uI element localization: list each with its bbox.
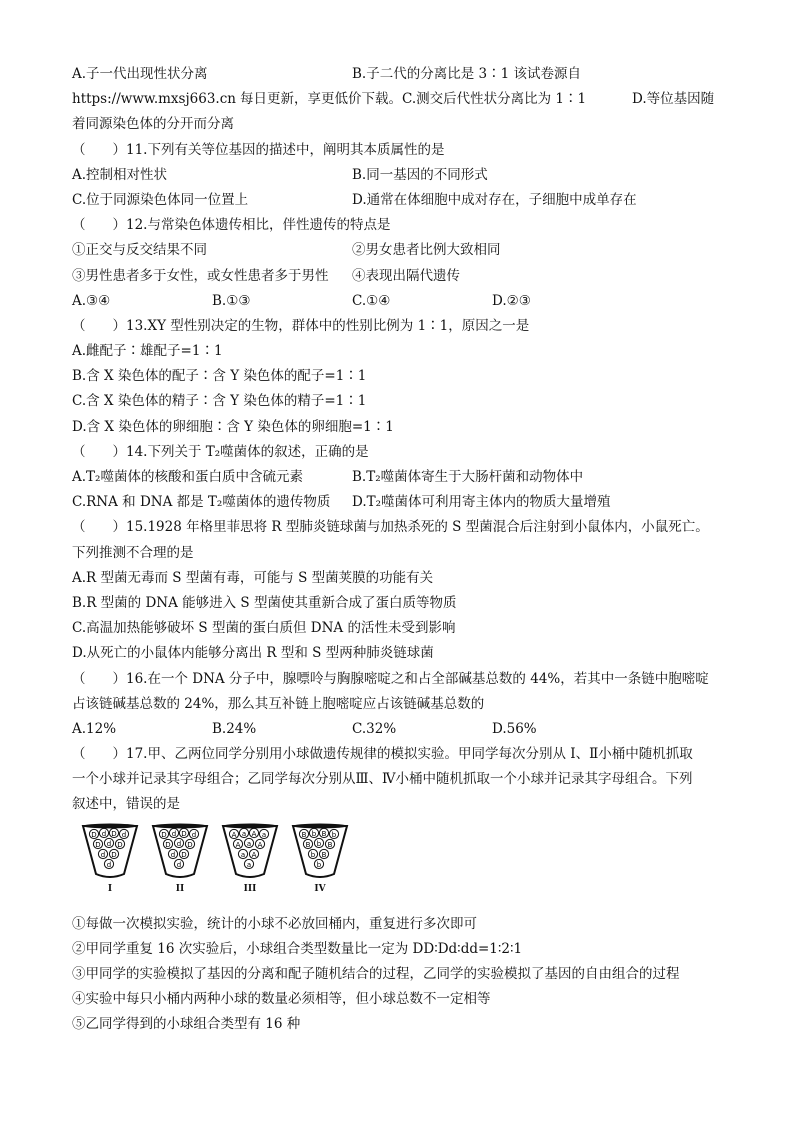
ball-letter: A <box>257 840 263 849</box>
ball-letter: A <box>251 829 257 838</box>
bucket-4-drawing <box>290 822 350 884</box>
q14-option-b: B.T₂噬菌体寄生于大肠杆菌和动物体中 <box>352 469 584 485</box>
ball-letter: D <box>95 840 101 849</box>
bucket-3 <box>220 822 280 900</box>
q17-item-4: ④实验中每只小桶内两种小球的数量必须相等，但小球总数不一定相等 <box>72 991 491 1008</box>
q13-option-c: C.含 X 染色体的精子∶含 Y 染色体的精子=1∶1 <box>72 393 367 410</box>
ball-letter: a <box>261 830 267 839</box>
bucket-3-drawing <box>220 822 280 884</box>
q12-item-1: ①正交与反交结果不同 <box>72 242 207 259</box>
ball-letter: d <box>106 860 112 869</box>
ball-letter: d <box>176 839 182 848</box>
q13-option-b: B.含 X 染色体的配子∶含 Y 染色体的配子=1∶1 <box>72 368 367 385</box>
ball-letter: a <box>240 850 246 859</box>
q12-options <box>72 289 732 314</box>
q11-option-a: A.控制相对性状 <box>72 166 168 183</box>
q17-stem-3: 叙述中，错误的是 <box>72 796 180 813</box>
ball-letter: D <box>161 830 167 839</box>
ball-letter: d <box>171 829 177 838</box>
q16-stem-2: 占该链碱基总数的 24%，那么其互补链上胞嘧啶应占该链碱基总数的 <box>72 695 485 712</box>
ball-letter: a <box>246 839 252 848</box>
q12-items-34 <box>72 264 732 289</box>
bucket-1-label: I <box>107 883 113 894</box>
ball-letter: d <box>170 850 176 859</box>
q10-options-ab <box>72 62 732 87</box>
ball-letter: b <box>316 839 322 848</box>
q11-option-b: B.同一基因的不同形式 <box>352 166 488 183</box>
ball-letter: D <box>181 829 187 838</box>
q13-stem: （ ）13.XY 型性别决定的生物，群体中的性别比例为 1∶1，原因之一是 <box>72 317 530 334</box>
q12-item-3: ③男性患者多于女性，或女性患者多于男性 <box>72 267 329 284</box>
q11-stem: （ ）11.下列有关等位基因的描述中，阐明其本质属性的是 <box>72 141 445 158</box>
q14-options-ab <box>72 465 732 490</box>
q12-items-12 <box>72 238 732 263</box>
ball-letter: D <box>187 840 193 849</box>
q14-option-a: A.T₂噬菌体的核酸和蛋白质中含硫元素 <box>72 469 303 485</box>
q15-option-b: B.R 型菌的 DNA 能够进入 S 型菌使其重新合成了蛋白质等物质 <box>72 594 457 611</box>
q10-option-c: 每日更新，享更低价下载。C.测交后代性状分离比为 1∶1 <box>240 91 587 108</box>
ball-letter: d <box>191 830 197 839</box>
ball-letter: b <box>311 829 317 838</box>
q12-option-c: C.①④ <box>352 292 391 309</box>
ball-letter: A <box>251 850 257 859</box>
ball-letter: d <box>121 830 127 839</box>
q15-stem-2: 下列推测不合理的是 <box>72 544 194 561</box>
q17-item-1: ①每做一次模拟实验，统计的小球不必放回桶内，重复进行多次即可 <box>72 915 477 932</box>
q17-item-3: ③甲同学的实验模拟了基因的分离和配子随机结合的过程，乙同学的实验模拟了基因的自由组合的过程 <box>72 966 680 982</box>
q15-option-c: C.高温加热能够破坏 S 型菌的蛋白质但 DNA 的活性未受到影响 <box>72 620 456 637</box>
ball-letter: B <box>301 830 307 839</box>
q11-option-c: C.位于同源染色体同一位置上 <box>72 191 249 208</box>
q10-option-d: D.等位基因随 <box>632 91 715 108</box>
q10-option-d-cont: 着同源染色体的分开而分离 <box>72 116 234 133</box>
q16-option-a: A.12% <box>72 720 117 737</box>
ball-letter: B <box>305 840 311 849</box>
q12-option-d: D.②③ <box>492 292 531 309</box>
bucket-rim <box>153 823 207 828</box>
bucket-1-drawing <box>80 822 140 884</box>
q12-option-b: B.①③ <box>212 292 251 309</box>
q17-stem-1: （ ）17.甲、乙两位同学分别用小球做遗传规律的模拟实验。甲同学每次分别从 Ⅰ、Ⅱ小桶中随机抓取 <box>72 746 693 763</box>
q14-option-c: C.RNA 和 DNA 都是 T₂噬菌体的遗传物质 <box>72 494 331 511</box>
bucket-2-drawing <box>150 822 210 884</box>
ball-letter: A <box>235 840 241 849</box>
exam-page <box>72 62 732 1038</box>
q17-stem-2: 一个小球并记录其字母组合；乙同学每次分别从Ⅲ、Ⅳ小桶中随机抓取一个小球并记录其字母组合。下列 <box>72 771 693 788</box>
ball-letter: D <box>111 850 117 859</box>
q12-option-a: A.③④ <box>72 292 111 309</box>
q17-item-2: ②甲同学重复 16 次实验后，小球组合类型数量比一定为 DD∶Dd∶dd=1∶2∶1 <box>72 940 523 957</box>
bucket-4-label: IV <box>314 883 326 894</box>
bucket-rim <box>293 823 347 828</box>
ball-letter: b <box>331 830 337 839</box>
ball-letter: B <box>321 850 327 859</box>
ball-letter: B <box>321 829 327 838</box>
q16-options <box>72 717 732 742</box>
ball-letter: b <box>316 860 322 869</box>
q12-stem: （ ）12.与常染色体遗传相比，伴性遗传的特点是 <box>72 217 391 234</box>
q16-option-d: D.56% <box>492 720 537 737</box>
ball-letter: a <box>246 860 252 869</box>
bucket-1 <box>80 822 140 900</box>
q11-options-ab <box>72 163 732 188</box>
ball-letter: d <box>106 839 112 848</box>
ball-letter: d <box>176 860 182 869</box>
q16-stem-1: （ ）16.在一个 DNA 分子中，腺嘌呤与胸腺嘧啶之和占全部碱基总数的 44%，若其中一条链中胞嘧啶 <box>72 670 709 687</box>
q15-stem-1: （ ）15.1928 年格里菲思将 R 型肺炎链球菌与加热杀死的 S 型菌混合后注射到小鼠体内，小鼠死亡。 <box>72 519 709 536</box>
ball-letter: D <box>181 850 187 859</box>
bucket-4 <box>290 822 350 900</box>
bucket-2 <box>150 822 210 900</box>
q10-option-b: B.子二代的分离比是 3∶1 该试卷源自 <box>352 66 581 82</box>
q14-options-cd <box>72 490 732 515</box>
q15-option-d: D.从死亡的小鼠体内能够分离出 R 型和 S 型两种肺炎链球菌 <box>72 645 434 662</box>
q11-options-cd <box>72 188 732 213</box>
ball-letter: b <box>310 850 316 859</box>
q11-option-d: D.通常在体细胞中成对存在，子细胞中成单存在 <box>352 191 637 208</box>
q12-item-4: ④表现出隔代遗传 <box>352 267 460 284</box>
q10-options-cd <box>72 87 732 112</box>
ball-letter: D <box>117 840 123 849</box>
bucket-rim <box>223 823 277 828</box>
ball-letter: D <box>91 830 97 839</box>
q12-item-2: ②男女患者比例大致相同 <box>352 242 501 259</box>
q16-option-b: B.24% <box>212 720 257 737</box>
ball-letter: B <box>327 840 333 849</box>
ball-letter: d <box>100 850 106 859</box>
q14-stem: （ ）14.下列关于 T₂噬菌体的叙述，正确的是 <box>72 443 369 460</box>
q10-option-a: A.子一代出现性状分离 <box>72 66 208 82</box>
q15-option-a: A.R 型菌无毒而 S 型菌有毒，可能与 S 型菌荚膜的功能有关 <box>72 569 434 586</box>
bucket-2-label: II <box>175 883 185 894</box>
q13-option-d: D.含 X 染色体的卵细胞∶含 Y 染色体的卵细胞=1∶1 <box>72 418 394 435</box>
ball-letter: D <box>111 829 117 838</box>
bucket-rim <box>83 823 137 828</box>
bucket-3-label: III <box>243 883 257 894</box>
ball-letter: A <box>231 830 237 839</box>
ball-letter: d <box>101 829 107 838</box>
bucket-figure <box>72 822 732 906</box>
q17-item-5: ⑤乙同学得到的小球组合类型有 16 种 <box>72 1016 301 1033</box>
q14-option-d: D.T₂噬菌体可利用寄主体内的物质大量增殖 <box>352 494 611 511</box>
source-url[interactable]: https://www.mxsj663.cn <box>72 91 236 108</box>
q16-option-c: C.32% <box>352 720 397 737</box>
q13-option-a: A.雌配子∶雄配子=1∶1 <box>72 343 223 360</box>
ball-letter: D <box>165 840 171 849</box>
ball-letter: a <box>241 829 247 838</box>
